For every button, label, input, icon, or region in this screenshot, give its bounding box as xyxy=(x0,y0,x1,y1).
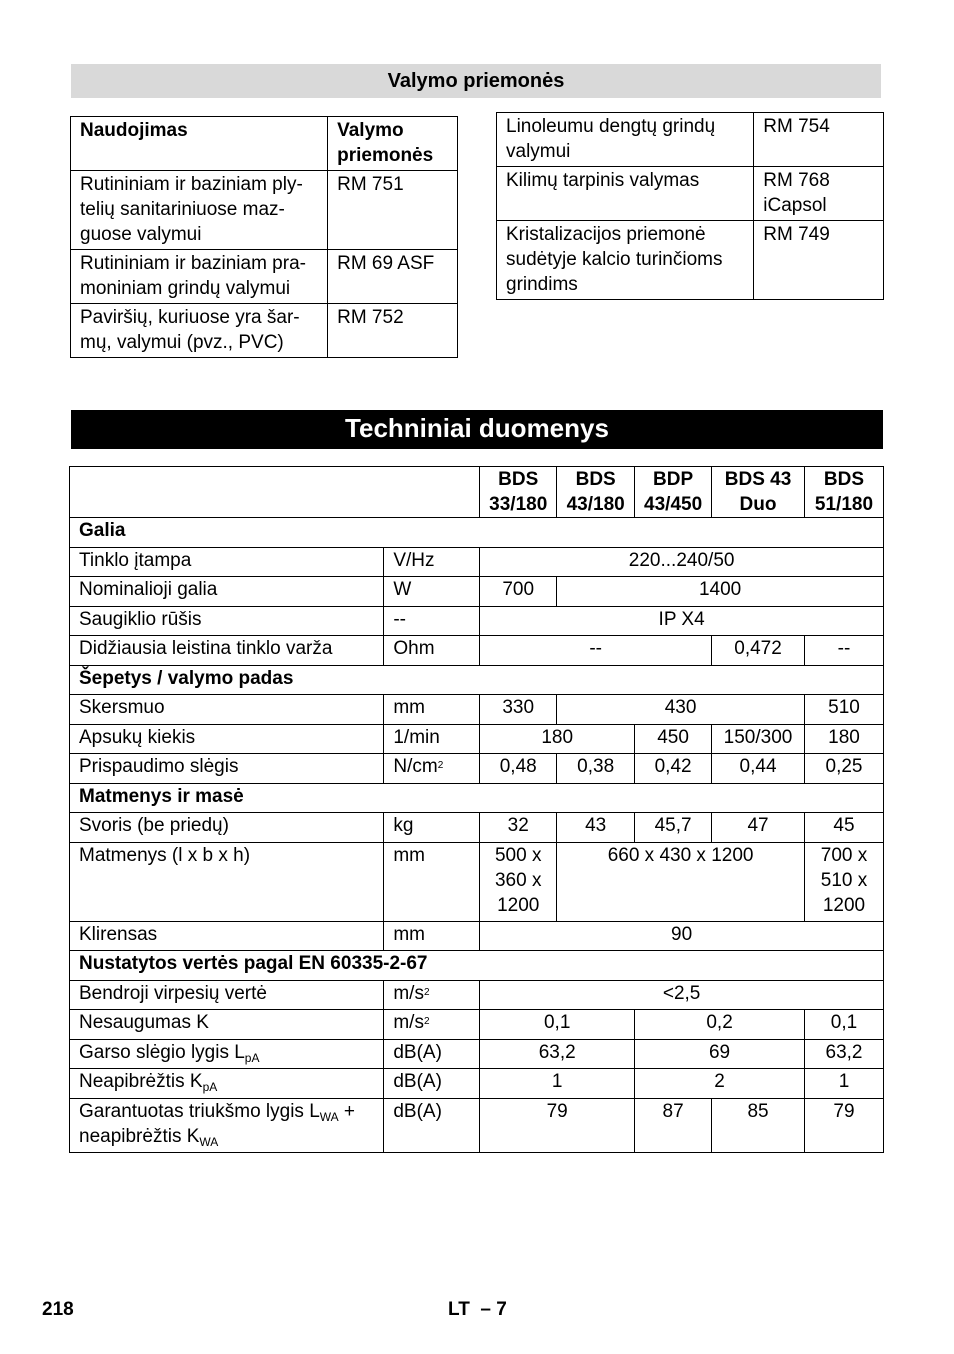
header-agent: Valymo priemonės xyxy=(328,117,458,171)
row-label: Klirensas xyxy=(70,921,384,951)
value-cell: 1 xyxy=(480,1069,635,1099)
model-header: BDS 43/180 xyxy=(557,467,635,518)
row-unit: V/Hz xyxy=(384,547,480,577)
usage-cell: Linoleumu dengtų grindų valymui xyxy=(497,113,754,167)
table-row xyxy=(497,167,884,221)
value-cell: 45,7 xyxy=(635,813,712,843)
group-row xyxy=(70,665,884,695)
agent-cell: RM 749 xyxy=(754,221,884,300)
value-cell: 90 xyxy=(480,921,884,951)
value-cell: 63,2 xyxy=(804,1039,883,1069)
agent-cell: RM 69 ASF xyxy=(328,250,458,304)
model-header-blank xyxy=(70,467,480,518)
header-usage: Naudojimas xyxy=(71,117,328,171)
value-cell: 150/300 xyxy=(712,724,805,754)
table-row xyxy=(70,1098,884,1152)
row-label: Matmenys (l x b x h) xyxy=(70,842,384,921)
value-cell: 63,2 xyxy=(480,1039,635,1069)
value-cell: 220...240/50 xyxy=(480,547,884,577)
value-cell: 0,472 xyxy=(712,636,805,666)
unit-text: m/s xyxy=(393,982,424,1004)
group-label: Nustatytos vertės pagal EN 60335-2-67 xyxy=(70,951,884,981)
agent-cell: RM 754 xyxy=(754,113,884,167)
row-unit: -- xyxy=(384,606,480,636)
group-label: Šepetys / valymo padas xyxy=(70,665,884,695)
row-unit xyxy=(384,754,480,784)
table-row xyxy=(71,304,458,358)
row-unit: Ohm xyxy=(384,636,480,666)
label-text: + neapibrėžtis K xyxy=(79,1100,356,1147)
row-label: Bendroji virpesių vertė xyxy=(70,980,384,1010)
row-unit: mm xyxy=(384,695,480,725)
value-cell: 85 xyxy=(712,1098,805,1152)
table-row xyxy=(70,842,884,921)
cleaning-agents-heading: Valymo priemonės xyxy=(71,64,881,98)
table-header-row xyxy=(71,117,458,171)
unit-text: m/s xyxy=(393,1012,424,1033)
value-cell: 0,1 xyxy=(804,1010,883,1040)
value-cell: 1400 xyxy=(557,577,884,607)
model-header: BDP 43/450 xyxy=(635,467,712,518)
value-cell: 0,2 xyxy=(635,1010,805,1040)
model-header: BDS 33/180 xyxy=(480,467,557,518)
row-unit: dB(A) xyxy=(384,1069,480,1099)
row-label: Nominalioji galia xyxy=(70,577,384,607)
row-unit xyxy=(384,1010,480,1040)
label-subscript: pA xyxy=(244,1050,260,1065)
table-row xyxy=(70,1010,884,1040)
technical-data-heading: Techniniai duomenys xyxy=(71,410,883,449)
unit-superscript: 2 xyxy=(423,1016,430,1027)
model-header: BDS 51/180 xyxy=(804,467,883,518)
agent-cell: RM 751 xyxy=(328,171,458,250)
row-label: Saugiklio rūšis xyxy=(70,606,384,636)
table-row xyxy=(70,724,884,754)
row-label: Apsukų kiekis xyxy=(70,724,384,754)
row-label: Tinklo įtampa xyxy=(70,547,384,577)
value-cell: 2 xyxy=(635,1069,805,1099)
value-cell: 32 xyxy=(480,813,557,843)
row-unit: dB(A) xyxy=(384,1098,480,1152)
value-cell: -- xyxy=(480,636,712,666)
value-cell: 180 xyxy=(804,724,883,754)
value-cell: 700 xyxy=(480,577,557,607)
label-subscript: pA xyxy=(202,1080,218,1094)
value-cell: 510 xyxy=(804,695,883,725)
label-text: Neapibrėžtis K xyxy=(79,1071,203,1092)
row-label: Prispaudimo slėgis xyxy=(70,754,384,784)
technical-data-table xyxy=(69,466,884,1153)
value-cell: 450 xyxy=(635,724,712,754)
value-cell: 45 xyxy=(804,813,883,843)
usage-cell: Paviršių, kuriuose yra šar-mų, valymui (pvz., PVC) xyxy=(71,304,328,358)
table-row xyxy=(70,577,884,607)
table-row xyxy=(70,1069,884,1099)
group-label: Matmenys ir masė xyxy=(70,783,884,813)
group-row xyxy=(70,783,884,813)
value-cell: IP X4 xyxy=(480,606,884,636)
agent-cell: RM 768 iCapsol xyxy=(754,167,884,221)
label-text: Garso slėgio lygis L xyxy=(79,1041,245,1063)
row-label xyxy=(70,1069,384,1099)
table-row xyxy=(497,113,884,167)
usage-cell: Kilimų tarpinis valymas xyxy=(497,167,754,221)
row-unit: 1/min xyxy=(384,724,480,754)
row-label: Skersmuo xyxy=(70,695,384,725)
label-subscript: WA xyxy=(199,1134,219,1149)
value-cell: 660 x 430 x 1200 xyxy=(557,842,805,921)
usage-cell: Rutininiam ir baziniam ply-telių sanitariniuose maz-guose valymui xyxy=(71,171,328,250)
table-row xyxy=(71,171,458,250)
model-header: BDS 43 Duo xyxy=(712,467,805,518)
row-label xyxy=(70,1039,384,1069)
value-cell: 69 xyxy=(635,1039,805,1069)
language-page-marker: LT – 7 xyxy=(448,1299,507,1320)
row-label: Nesaugumas K xyxy=(70,1010,384,1040)
agent-cell: RM 752 xyxy=(328,304,458,358)
group-row xyxy=(70,518,884,548)
value-cell: 0,38 xyxy=(557,754,635,784)
value-cell: 0,1 xyxy=(480,1010,635,1040)
table-row xyxy=(70,980,884,1010)
model-header-row xyxy=(70,467,884,518)
row-unit: dB(A) xyxy=(384,1039,480,1069)
unit-text: N/cm xyxy=(393,756,438,777)
value-cell: 180 xyxy=(480,724,635,754)
group-label: Galia xyxy=(70,518,884,548)
label-text: Garantuotas triukšmo lygis L xyxy=(79,1100,320,1122)
row-label xyxy=(70,1098,384,1152)
value-cell: 430 xyxy=(557,695,805,725)
usage-cell: Kristalizacijos priemonė sudėtyje kalcio turinčioms grindims xyxy=(497,221,754,300)
value-cell: <2,5 xyxy=(480,980,884,1010)
table-row xyxy=(70,606,884,636)
value-cell: 0,42 xyxy=(635,754,712,784)
value-cell: 0,25 xyxy=(804,754,883,784)
unit-superscript: 2 xyxy=(423,986,430,998)
table-row xyxy=(497,221,884,300)
value-cell: 0,44 xyxy=(712,754,805,784)
label-subscript: WA xyxy=(319,1109,339,1124)
value-cell: 0,48 xyxy=(480,754,557,784)
cleaning-agents-table-left xyxy=(70,116,458,358)
value-cell: 79 xyxy=(480,1098,635,1152)
value-cell: 1 xyxy=(804,1069,883,1099)
row-unit xyxy=(384,980,480,1010)
table-row xyxy=(70,813,884,843)
table-row xyxy=(70,921,884,951)
row-label: Didžiausia leistina tinklo varža xyxy=(70,636,384,666)
table-row xyxy=(71,250,458,304)
cleaning-agents-table-right xyxy=(496,112,884,300)
value-cell: 47 xyxy=(712,813,805,843)
page-number: 218 xyxy=(42,1299,74,1320)
table-row xyxy=(70,547,884,577)
row-label: Svoris (be priedų) xyxy=(70,813,384,843)
row-unit: kg xyxy=(384,813,480,843)
value-cell: -- xyxy=(804,636,883,666)
row-unit: mm xyxy=(384,842,480,921)
value-cell: 43 xyxy=(557,813,635,843)
table-row xyxy=(70,1039,884,1069)
table-row xyxy=(70,695,884,725)
value-cell: 330 xyxy=(480,695,557,725)
row-unit: mm xyxy=(384,921,480,951)
usage-cell: Rutininiam ir baziniam pra-moniniam grindų valymui xyxy=(71,250,328,304)
unit-superscript: 2 xyxy=(437,760,444,771)
table-row xyxy=(70,754,884,784)
value-cell: 500 x 360 x 1200 xyxy=(480,842,557,921)
value-cell: 700 x 510 x 1200 xyxy=(804,842,883,921)
value-cell: 87 xyxy=(635,1098,712,1152)
row-unit: W xyxy=(384,577,480,607)
value-cell: 79 xyxy=(804,1098,883,1152)
table-row xyxy=(70,636,884,666)
group-row xyxy=(70,951,884,981)
